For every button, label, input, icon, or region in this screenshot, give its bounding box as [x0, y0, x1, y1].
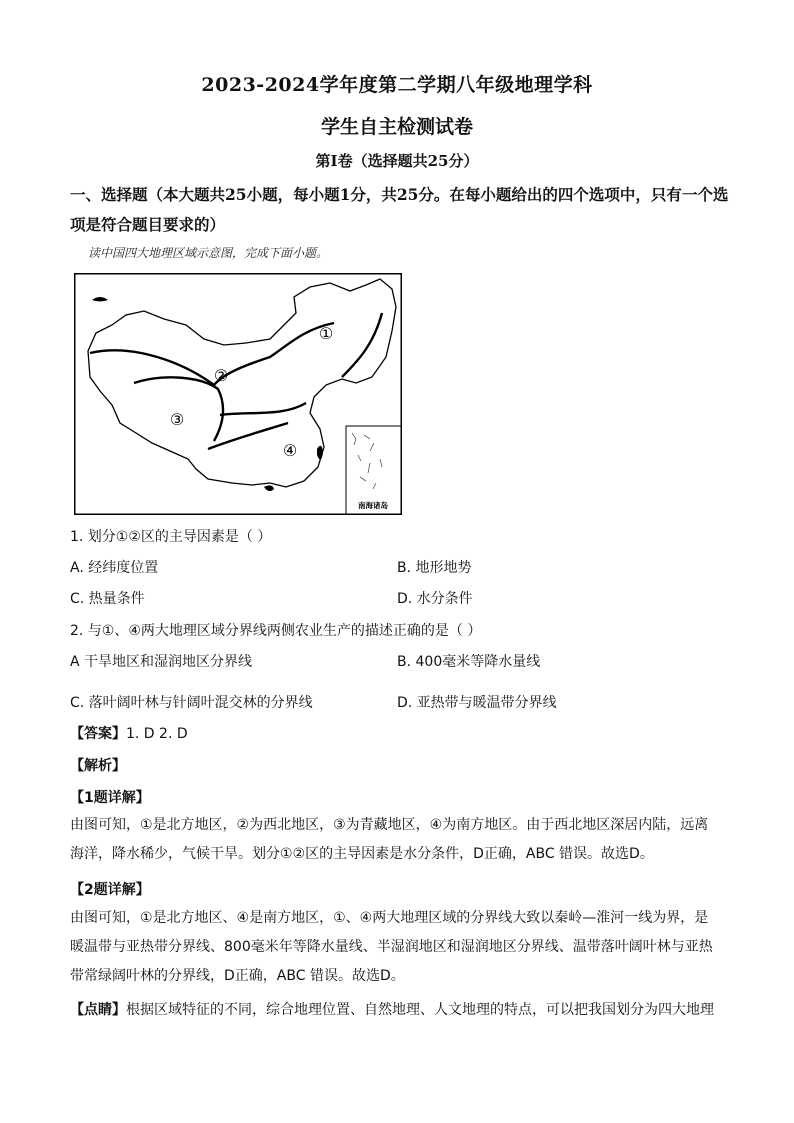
exam-title: 2023-2024学年度第二学期八年级地理学科: [201, 74, 593, 96]
comment-text: 根据区域特征的不同，综合地理位置、自然地理、人文地理的特点，可以把我国划分为四大地理: [126, 1002, 714, 1018]
q2-stem: 2. 与①、④两大地理区域分界线两侧农业生产的描述正确的是（ ）: [70, 623, 482, 639]
q1-option-d: D. 水分条件: [397, 591, 473, 607]
q1-stem: 1. 划分①②区的主导因素是（ ）: [70, 529, 272, 545]
answer-line: [70, 723, 188, 743]
inset-label: 南海诸岛: [358, 501, 388, 510]
map-label-1: ①: [318, 324, 334, 343]
question-intro: 读中国四大地理区域示意图，完成下面小题。: [88, 246, 329, 260]
q1-option-a: A. 经纬度位置: [70, 560, 159, 576]
q2-option-b: B. 400毫米等降水量线: [397, 654, 541, 670]
section-heading: 一、选择题（本大题共25小题，每小题1分，共25分。在每小题给出的四个选项中，只有一个选项是符合题目要求的）: [70, 185, 729, 234]
detail1-text: 由图可知，①是北方地区，②为西北地区，③为青藏地区，④为南方地区。由于西北地区深居内陆，远离海洋，降水稀少，气候干旱。划分①②区的主导因素是水分条件，D正确，ABC 错误。故选D。: [70, 817, 709, 862]
detail1-tag: 【1题详解】: [70, 790, 150, 806]
exam-subtitle: 学生自主检测试卷: [320, 116, 473, 138]
map-label-4: ④: [282, 441, 298, 460]
comment-paragraph: [70, 996, 722, 1025]
q1-option-c: C. 热量条件: [70, 591, 145, 607]
q2-option-d: D. 亚热带与暖温带分界线: [397, 695, 557, 711]
detail2-tag: 【2题详解】: [70, 882, 150, 898]
map-label-3: ③: [169, 410, 185, 429]
volume-title: 第Ⅰ卷（选择题共25分）: [315, 152, 479, 170]
detail2-text: 由图可知，①是北方地区、④是南方地区，①、④两大地理区域的分界线大致以秦岭—淮河一线为界，是暖温带与亚热带分界线、800毫米年等降水量线、半湿润地区和湿润地区分界线、温带落叶阔叶林与亚热带常绿阔叶林的分界线，D正确，ABC 错误。故选D。: [70, 910, 713, 984]
comment-tag: 【点睛】: [70, 1002, 126, 1018]
q2-option-a: A 干旱地区和湿润地区分界线: [70, 654, 253, 670]
q2-option-c: C. 落叶阔叶林与针阔叶混交林的分界线: [70, 695, 313, 711]
answer-tag: 【答案】: [70, 726, 126, 742]
answer-text: 1. D 2. D: [126, 726, 188, 742]
china-regions-map: [74, 273, 402, 515]
q1-option-b: B. 地形地势: [397, 560, 472, 576]
map-label-2: ②: [213, 366, 229, 385]
analysis-tag: 【解析】: [70, 758, 126, 774]
